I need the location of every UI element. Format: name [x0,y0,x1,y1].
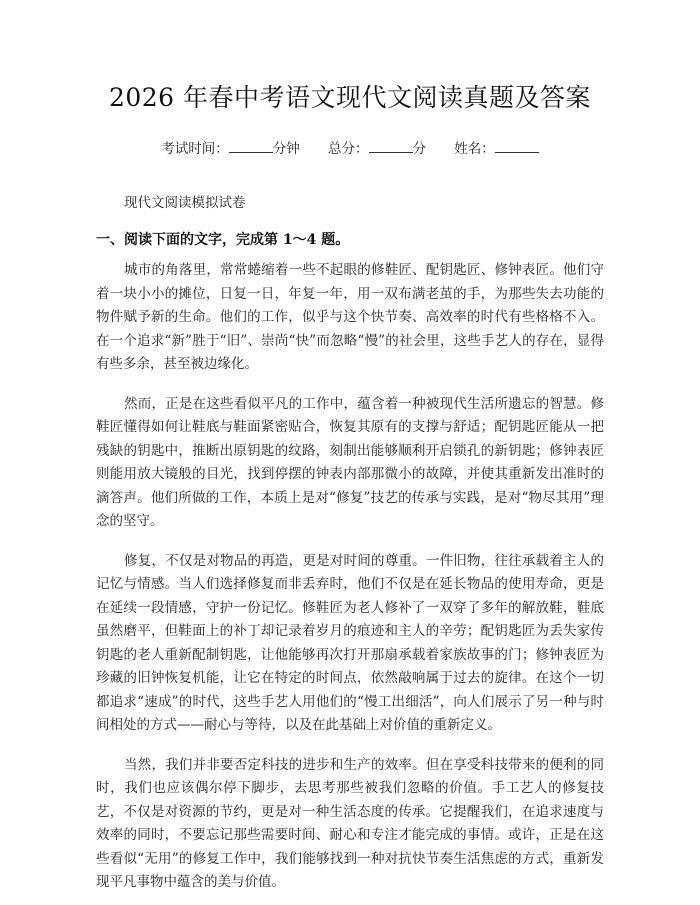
reading-passage [96,259,604,895]
section-heading: 一、阅读下面的文字，完成第 1～4 题。 [96,232,350,248]
exam-time-unit: 分钟 [272,141,300,157]
passage-paragraph: 当然，我们并非要否定科技的进步和生产的效率。但在享受科技带来的便利的同时，我们也应该偶尔停下脚步，去思考那些被我们忽略的价值。手工艺人的修复技艺，不仅是对资源的节约，更是对一种生活态度的传承。它提醒我们，在追求速度与效率的同时，不要忘记那些需要时间、耐心和专注才能完成的事情。或许，正是在这些看似“无用”的修复工作中，我们能够找到一种对抗快节奏生活焦虑的方式，重新发现平凡事物中蕴含的美与价值。 [96,756,604,890]
student-name-field [454,138,539,159]
passage-paragraph: 修复，不仅是对物品的再造，更是对时间的尊重。一件旧物，往往承载着主人的记忆与情感。当人们选择修复而非丢弃时，他们不仅是在延长物品的使用寿命，更是在延续一段情感，守护一份记忆。修鞋匠为老人修补了一双穿了多年的解放鞋，鞋底虽然磨平，但鞋面上的补丁却记录着岁月的痕迹和主人的辛劳；配钥匙匠为丢失家传钥匙的老人重新配制钥匙，让他能够再次打开那扇承载着家族故事的门；修钟表匠为珍藏的旧钟恢复机能，让它在特定的时间点，依然敲响属于过去的旋律。在这个一切都追求“速成”的时代，这些手艺人用他们的“慢工出细活”，向人们展示了另一种与时间相处的方式——耐心与等待，以及在此基础上对价值的重新定义。 [96,552,604,733]
total-score-label: 总分： [328,141,369,157]
total-score-unit: 分 [412,141,426,157]
exam-time-field [161,138,300,159]
total-score-field [328,138,426,159]
student-name-label: 姓名： [454,141,495,157]
document-title: 2026 年春中考语文现代文阅读真题及答案 [108,83,592,112]
exam-time-blank [229,138,273,153]
student-name-blank [495,138,539,153]
exam-info [96,138,604,159]
passage-paragraph: 然而，正是在这些看似平凡的工作中，蕴含着一种被现代生活所遗忘的智慧。修鞋匠懂得如何让鞋底与鞋面紧密贴合，恢复其原有的支撑与舒适；配钥匙匠能从一把残缺的钥匙中，推断出原钥匙的纹路，刻制出能够顺利开启锁孔的新钥匙；修钟表匠则能用放大镜般的目光，找到停摆的钟表内部那微小的故障，并使其重新发出准时的滴答声。他们所做的工作，本质上是对“修复”技艺的传承与实践，是对“物尽其用”理念的坚守。 [96,395,604,529]
passage-paragraph: 城市的角落里，常常蜷缩着一些不起眼的修鞋匠、配钥匙匠、修钟表匠。他们守着一块小小的摊位，日复一日，年复一年，用一双布满老茧的手，为那些失去功能的物件赋予新的生命。他们的工作，似乎与这个快节奏、高效率的时代有些格格不入。在一个追求“新”胜于“旧”、崇尚“快”而忽略“慢”的社会里，这些手艺人的存在，显得有些多余，甚至被边缘化。 [96,262,604,372]
exam-time-label: 考试时间： [161,141,229,157]
document-subtitle: 现代文阅读模拟试卷 [124,195,246,211]
total-score-blank [369,138,413,153]
